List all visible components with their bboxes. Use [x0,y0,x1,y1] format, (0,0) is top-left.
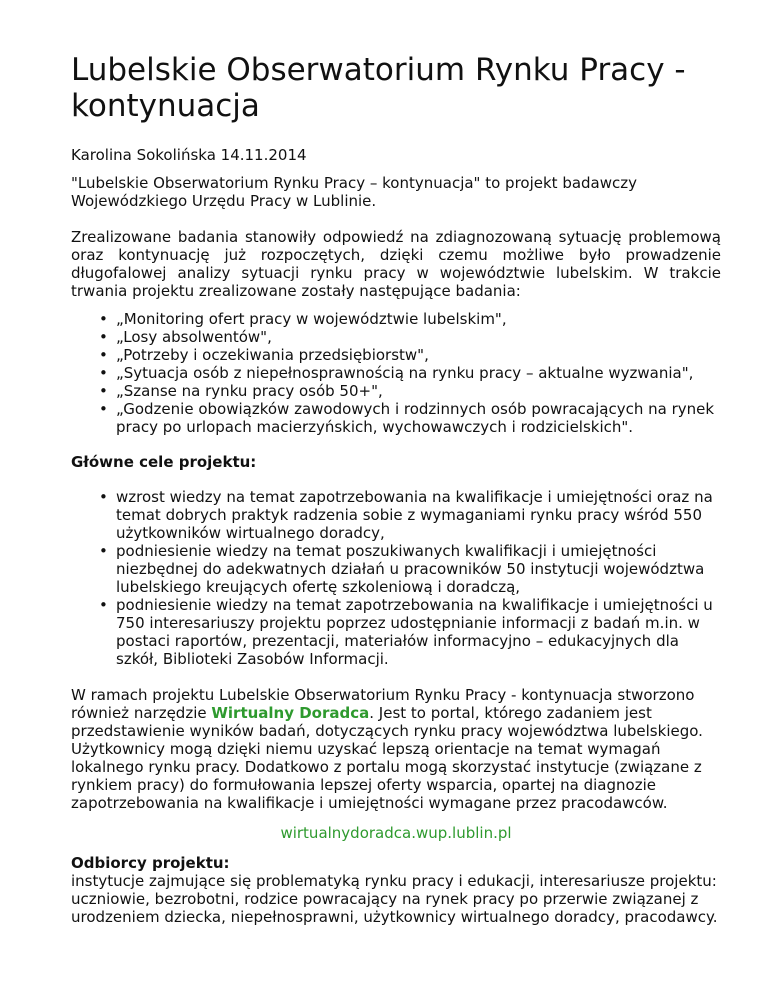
list-item: • podniesienie wiedzy na temat zapotrzebowania na kwalifikacje i umiejętności u 750 interesariuszy projektu poprzez udostępnianie informacji z badań m.in. w postaci raportów, prezentacji, materiałów informacyjno – edukacyjnych dla szkół, Biblioteki Zasobów Informacji. [116,596,721,668]
list-item: • „Szanse na rynku pracy osób 50+", [116,382,721,400]
site-link-text[interactable]: wirtualnydoradca.wup.lublin.pl [280,824,512,842]
recipients-heading: Odbiorcy projektu: [71,854,230,872]
tool-paragraph [71,686,721,812]
site-link[interactable] [71,824,721,842]
studies-intro-paragraph: Zrealizowane badania stanowiły odpowiedź na zdiagnozowaną sytuację problemową oraz kontynuację już rozpoczętych, dzięki czemu możliwe było prowadzenie długofalowej analizy sytuacji rynku pracy w województwie lubelskim. W trakcie trwania projektu zrealizowane zostały następujące badania: [71,228,721,300]
tool-text-before: W ramach projektu Lubelskie Obserwatorium Rynku Pracy - kontynuacja stworzono również narzędzie [71,686,695,722]
list-item: • „Godzenie obowiązków zawodowych i rodzinnych osób powracających na rynek pracy po urlopach macierzyńskich, wychowawczych i rodzicielskich". [116,400,721,436]
list-item: • „Losy absolwentów", [116,328,721,346]
list-item: • wzrost wiedzy na temat zapotrzebowania na kwalifikacje i umiejętności oraz na temat dobrych praktyk radzenia sobie z wymaganiami rynku pracy wśród 550 użytkowników wirtualnego doradcy, [116,488,721,542]
list-item: • „Monitoring ofert pracy w województwie lubelskim", [116,310,721,328]
author-date: Karolina Sokolińska 14.11.2014 [71,146,307,164]
intro-paragraph: "Lubelskie Obserwatorium Rynku Pracy – kontynuacja" to projekt badawczy Wojewódzkiego Urzędu Pracy w Lublinie. [71,174,638,210]
goals-heading: Główne cele projektu: [71,453,257,471]
goals-list [71,488,721,668]
page-title: Lubelskie Obserwatorium Rynku Pracy - kontynuacja [71,52,686,124]
list-item: • podniesienie wiedzy na temat poszukiwanych kwalifikacji i umiejętności niezbędnej do adekwatnych działań u pracowników 50 instytucji województwa lubelskiego kreujących ofertę szkoleniową i doradczą, [116,542,721,596]
wirtualny-doradca-link[interactable]: Wirtualny Doradca [211,704,370,722]
recipients-text: instytucje zajmujące się problematyką rynku pracy i edukacji, interesariusze projektu: uczniowie, bezrobotni, rodzice powracający na rynek pracy po przerwie związanej z urodzeniem dziecka, niepełnosprawni, użytkownicy wirtualnego doradcy, pracodawcy. [71,872,718,926]
list-item: • „Potrzeby i oczekiwania przedsiębiorstw", [116,346,721,364]
studies-list [71,310,721,436]
tool-text-after: . Jest to portal, którego zadaniem jest przedstawienie wyników badań, dotyczących rynku pracy województwa lubelskiego. Użytkownicy mogą dzięki niemu uzyskać lepszą orientacje na temat wymagań lokalnego rynku pracy. Dodatkowo z portalu mogą skorzystać instytucje (związane z rynkiem pracy) do formułowania lepszej oferty wsparcia, opartej na diagnozie zapotrzebowania na kwalifikacje i umiejętności wymagane przez pracodawców. [71,704,703,812]
list-item: • „Sytuacja osób z niepełnosprawnością na rynku pracy – aktualne wyzwania", [116,364,721,382]
